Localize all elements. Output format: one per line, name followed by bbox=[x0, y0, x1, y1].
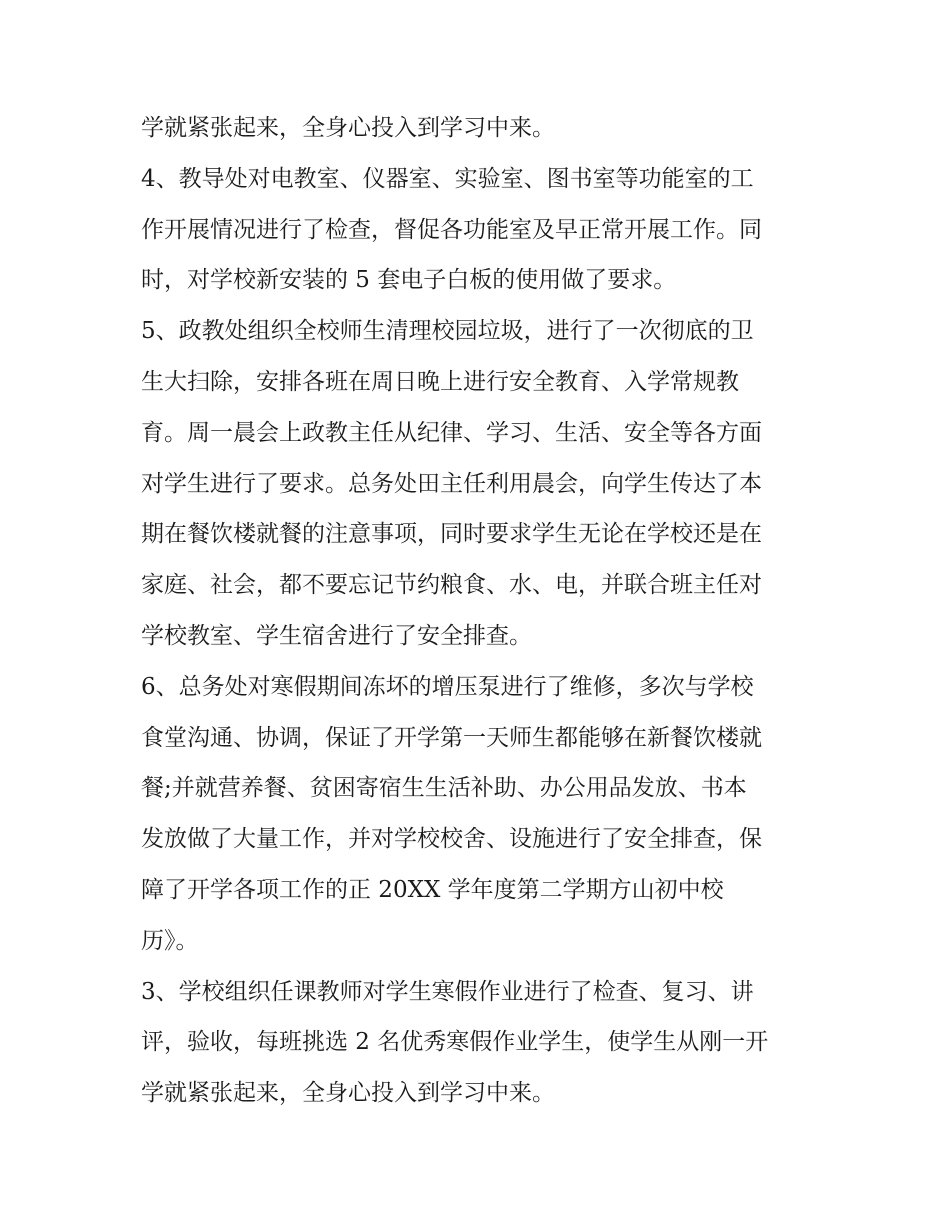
text-line: 家庭、社会，都不要忘记节约粮食、水、电，并联合班主任对 bbox=[141, 572, 762, 599]
text-line: 学就紧张起来，全身心投入到学习中来。 bbox=[141, 115, 555, 141]
text-line: 学就紧张起来，全身心投入到学习中来。 bbox=[141, 1080, 555, 1107]
text-line: 5、政教处组织全校师生清理校园垃圾，进行了一次彻底的卫 bbox=[141, 318, 754, 345]
text-line: 4、教导处对电教室、仪器室、实验室、图书室等功能室的工 bbox=[141, 165, 754, 192]
text-line: 食堂沟通、协调，保证了开学第一天师生都能够在新餐饮楼就 bbox=[141, 724, 762, 751]
text-line: 生大扫除，安排各班在周日晚上进行安全教育、入学常规教 bbox=[141, 368, 739, 395]
text-line: 时，对学校新安装的 5 套电子白板的使用做了要求。 bbox=[141, 267, 677, 294]
text-line: 评，验收，每班挑选 2 名优秀寒假作业学生，使学生从刚一开 bbox=[141, 1029, 769, 1056]
text-line: 发放做了大量工作，并对学校校舍、设施进行了安全排查，保 bbox=[141, 826, 762, 853]
text-line: 3、学校组织任课教师对学生寒假作业进行了检查、复习、讲 bbox=[141, 978, 754, 1005]
text-line: 障了开学各项工作的正 20XX 学年度第二学期方山初中校 bbox=[141, 876, 724, 903]
text-line: 学校教室、学生宿舍进行了安全排查。 bbox=[141, 622, 532, 649]
text-line: 餐;并就营养餐、贫困寄宿生生活补助、办公用品发放、书本 bbox=[141, 775, 747, 802]
text-line: 期在餐饮楼就餐的注意事项，同时要求学生无论在学校还是在 bbox=[141, 521, 762, 548]
text-line: 历》。 bbox=[141, 927, 199, 954]
text-line: 作开展情况进行了检查，督促各功能室及早正常开展工作。同 bbox=[141, 216, 762, 243]
text-line: 对学生进行了要求。总务处田主任利用晨会，向学生传达了本 bbox=[141, 470, 762, 497]
text-line: 6、总务处对寒假期间冻坏的增压泵进行了维修，多次与学校 bbox=[141, 673, 754, 700]
text-line: 育。周一晨会上政教主任从纪律、学习、生活、安全等各方面 bbox=[141, 419, 762, 446]
document-body bbox=[141, 103, 821, 1119]
